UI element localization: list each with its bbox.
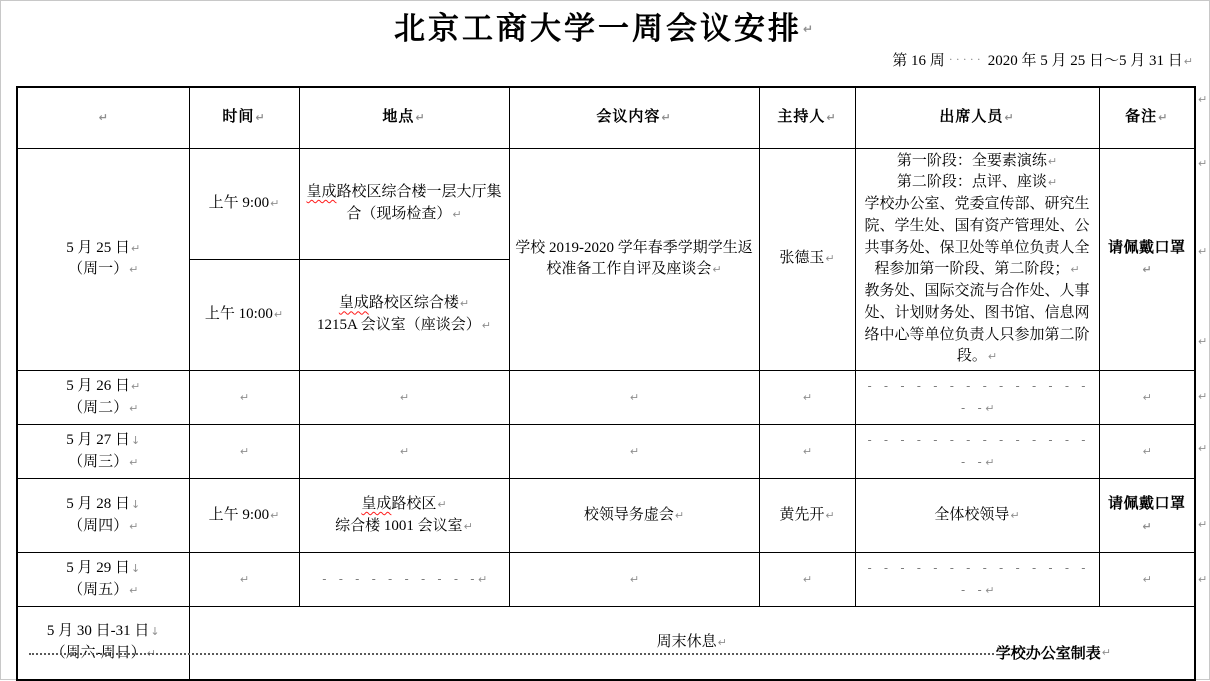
paragraph-mark-icon: ↵ xyxy=(273,308,284,322)
tuesday-weekday: （周二） xyxy=(68,399,129,416)
wednesday-host-cell xyxy=(759,425,855,479)
paragraph-mark-icon: ↵ xyxy=(1198,157,1208,170)
wednesday-attendees-cell xyxy=(855,425,1099,479)
friday-host-cell xyxy=(759,553,855,607)
thursday-weekday: （周四） xyxy=(68,517,129,534)
monday-session2-location-line1: 路校区综合楼 xyxy=(368,295,459,312)
paragraph-mark-icon: ↵ xyxy=(629,444,640,458)
paragraph-mark-icon: ↵ xyxy=(415,110,426,124)
paragraph-mark-icon: ↵ xyxy=(270,197,280,211)
wednesday-remark-cell xyxy=(1099,425,1195,479)
placeholder-dashes: - - - - - - - - - - - - - - - - xyxy=(865,560,1089,597)
placeholder-dashes: - - - - - - - - - - - - - - - - xyxy=(865,432,1089,469)
document-footer xyxy=(29,642,1111,663)
paragraph-mark-icon: ↵ xyxy=(1198,390,1208,403)
monday-session1-location: 路校区综合楼一层大厅集合（现场检查） xyxy=(336,184,502,222)
friday-remark-cell xyxy=(1099,553,1195,607)
paragraph-mark-icon: ↵ xyxy=(826,110,837,124)
paragraph-mark-icon: ↵ xyxy=(1198,573,1208,586)
thursday-host: 黄先开 xyxy=(779,506,825,523)
paragraph-mark-icon: ↵ xyxy=(1142,390,1152,404)
table-row-wednesday xyxy=(17,425,1195,479)
paragraph-mark-icon: ↵ xyxy=(629,572,640,586)
paragraph-mark-icon: ↵ xyxy=(674,508,685,522)
thursday-location-line2: 综合楼 1001 会议室 xyxy=(335,517,463,534)
paragraph-mark-icon: ↵ xyxy=(437,497,447,511)
monday-session1-time-cell xyxy=(189,148,299,260)
tuesday-remark-cell xyxy=(1099,371,1195,425)
paragraph-mark-icon: ↵ xyxy=(452,207,462,221)
monday-date: 5 月 25 日 xyxy=(66,239,131,256)
monday-host-cell xyxy=(759,148,855,371)
paragraph-mark-icon: ↵ xyxy=(98,110,109,124)
header-time-label: 时间 xyxy=(222,108,255,125)
paragraph-mark-icon: ↵ xyxy=(1198,335,1208,348)
line-break-mark-icon: ↓ xyxy=(131,433,141,447)
paragraph-mark-icon: ↵ xyxy=(1198,518,1208,531)
wednesday-weekday: （周三） xyxy=(68,453,129,470)
paragraph-mark-icon: ↵ xyxy=(131,241,141,255)
header-location-cell xyxy=(299,87,509,148)
attendees-line: 教务处、国际交流与合作处、人事处、计划财务处、图书馆、信息网络中心等单位负责人只参加第二阶段。 xyxy=(864,283,1090,365)
table-row-monday-session1 xyxy=(17,148,1195,260)
paragraph-mark-icon: ↵ xyxy=(239,390,250,404)
tuesday-attendees-cell xyxy=(855,371,1099,425)
paragraph-mark-icon: ↵ xyxy=(1158,110,1169,124)
dotted-leader-line xyxy=(29,653,994,655)
paragraph-mark-icon: ↵ xyxy=(129,519,139,533)
thursday-time-cell xyxy=(189,479,299,553)
paragraph-mark-icon: ↵ xyxy=(478,572,488,586)
paragraph-mark-icon: ↵ xyxy=(1142,519,1153,533)
monday-session2-time-cell xyxy=(189,260,299,371)
monday-session2-time: 上午 10:00 xyxy=(204,306,273,323)
paragraph-mark-icon: ↵ xyxy=(129,401,139,415)
attendees-line: 第二阶段：点评、座谈 xyxy=(896,174,1047,191)
friday-location-cell xyxy=(299,553,509,607)
monday-content-cell xyxy=(509,148,759,371)
wednesday-time-cell xyxy=(189,425,299,479)
thursday-time: 上午 9:00 xyxy=(208,506,270,523)
paragraph-mark-icon: ↵ xyxy=(239,444,250,458)
paragraph-mark-icon: ↵ xyxy=(463,519,473,533)
line-break-mark-icon: ↓ xyxy=(131,497,141,511)
friday-date: 5 月 29 日 xyxy=(66,559,131,576)
tuesday-location-cell xyxy=(299,371,509,425)
monday-date-cell xyxy=(17,148,189,371)
line-break-mark-icon: ↓ xyxy=(150,625,160,638)
thursday-content: 校领导务虚会 xyxy=(583,506,674,523)
dot-leader: ····· xyxy=(948,52,984,66)
thursday-remark: 请佩戴口罩 xyxy=(1107,495,1186,512)
spellcheck-underline: 皇成 xyxy=(361,495,392,512)
paragraph-mark-icon: ↵ xyxy=(1047,154,1058,168)
header-content-label: 会议内容 xyxy=(596,108,661,125)
thursday-remark-cell xyxy=(1099,479,1195,553)
paragraph-mark-icon: ↵ xyxy=(399,390,410,404)
monday-remark: 请佩戴口罩 xyxy=(1107,239,1186,256)
week-number: 第 16 周 xyxy=(892,53,945,69)
spellcheck-underline: 皇成 xyxy=(338,295,369,312)
thursday-date: 5 月 28 日 xyxy=(66,495,131,512)
paragraph-mark-icon: ↵ xyxy=(459,297,470,311)
paragraph-mark-icon: ↵ xyxy=(802,444,813,458)
tuesday-time-cell xyxy=(189,371,299,425)
paragraph-mark-icon: ↵ xyxy=(985,455,995,469)
monday-attendees-cell xyxy=(855,148,1099,371)
spellcheck-underline: 皇成 xyxy=(306,184,337,201)
paragraph-mark-icon: ↵ xyxy=(399,444,410,458)
table-row-friday xyxy=(17,553,1195,607)
paragraph-mark-icon: ↵ xyxy=(985,401,995,415)
friday-content-cell xyxy=(509,553,759,607)
paragraph-mark-icon: ↵ xyxy=(1010,508,1020,522)
paragraph-mark-icon: ↵ xyxy=(129,263,139,277)
paragraph-mark-icon: ↵ xyxy=(802,22,817,36)
paragraph-mark-icon: ↵ xyxy=(802,572,813,586)
monday-session1-time: 上午 9:00 xyxy=(208,195,270,212)
paragraph-mark-icon: ↵ xyxy=(129,583,139,597)
paragraph-mark-icon: ↵ xyxy=(987,350,998,364)
monday-host: 张德玉 xyxy=(779,250,825,267)
paragraph-mark-icon: ↵ xyxy=(661,110,672,124)
header-time-cell xyxy=(189,87,299,148)
weekend-weekday: （周六-周日） xyxy=(50,644,146,661)
header-date-cell xyxy=(17,87,189,148)
tuesday-host-cell xyxy=(759,371,855,425)
paragraph-mark-icon: ↵ xyxy=(239,572,250,586)
paragraph-mark-icon: ↵ xyxy=(1183,55,1193,68)
header-host-label: 主持人 xyxy=(777,108,826,125)
thursday-date-cell xyxy=(17,479,189,553)
friday-attendees-cell xyxy=(855,553,1099,607)
document-title-text: 北京工商大学一周会议安排 xyxy=(393,11,802,46)
header-host-cell xyxy=(759,87,855,148)
paragraph-mark-icon: ↵ xyxy=(1198,93,1208,106)
paragraph-mark-icon: ↵ xyxy=(270,508,280,522)
monday-content: 学校 2019-2020 学年春季学期学生返校准备工作自评及座谈会 xyxy=(515,239,753,278)
paragraph-mark-icon: ↵ xyxy=(1142,444,1152,458)
thursday-attendees-cell xyxy=(855,479,1099,553)
document-subtitle xyxy=(1,49,1193,70)
thursday-content-cell xyxy=(509,479,759,553)
placeholder-dashes: - - - - - - - - - - xyxy=(320,571,478,586)
paragraph-mark-icon: ↵ xyxy=(629,390,640,404)
tuesday-date-cell xyxy=(17,371,189,425)
header-remark-cell xyxy=(1099,87,1195,148)
thursday-location-line1: 路校区 xyxy=(391,495,437,512)
date-range: 2020 年 5 月 25 日～5 月 31 日 xyxy=(987,53,1183,69)
wednesday-date-cell xyxy=(17,425,189,479)
paragraph-mark-icon: ↵ xyxy=(146,646,156,660)
monday-remark-cell xyxy=(1099,148,1195,371)
placeholder-dashes: - - - - - - - - - - - - - - - - xyxy=(865,378,1089,415)
friday-time-cell xyxy=(189,553,299,607)
table-row-thursday xyxy=(17,479,1195,553)
paragraph-mark-icon: ↵ xyxy=(1070,263,1080,277)
line-break-mark-icon: ↓ xyxy=(131,561,141,575)
thursday-location-cell xyxy=(299,479,509,553)
header-attendees-label: 出席人员 xyxy=(939,108,1004,125)
paragraph-mark-icon: ↵ xyxy=(1101,646,1111,659)
wednesday-date: 5 月 27 日 xyxy=(66,431,131,448)
paragraph-mark-icon: ↵ xyxy=(985,583,995,597)
header-location-label: 地点 xyxy=(382,108,415,125)
monday-session1-location-cell xyxy=(299,148,509,260)
thursday-host-cell xyxy=(759,479,855,553)
table-header-row xyxy=(17,87,1195,148)
paragraph-mark-icon: ↵ xyxy=(825,252,835,266)
paragraph-mark-icon: ↵ xyxy=(129,455,139,469)
monday-session2-location-line2: 1215A 会议室（座谈会） xyxy=(317,317,481,334)
paragraph-mark-icon: ↵ xyxy=(131,379,141,393)
monday-session2-location-cell xyxy=(299,260,509,371)
paragraph-mark-icon: ↵ xyxy=(255,110,266,124)
wednesday-content-cell xyxy=(509,425,759,479)
header-content-cell xyxy=(509,87,759,148)
header-attendees-cell xyxy=(855,87,1099,148)
paragraph-mark-icon: ↵ xyxy=(802,390,813,404)
header-remark-label: 备注 xyxy=(1125,108,1158,125)
paragraph-mark-icon: ↵ xyxy=(717,635,727,649)
paragraph-mark-icon: ↵ xyxy=(1004,110,1015,124)
footer-maker-label: 学校办公室制表 xyxy=(995,646,1101,662)
paragraph-mark-icon: ↵ xyxy=(481,319,491,333)
paragraph-mark-icon: ↵ xyxy=(825,508,835,522)
paragraph-mark-icon: ↵ xyxy=(1198,442,1208,455)
thursday-attendees: 全体校领导 xyxy=(934,506,1010,523)
paragraph-mark-icon: ↵ xyxy=(712,263,722,277)
table-row-tuesday xyxy=(17,371,1195,425)
attendees-line: 第一阶段：全要素演练 xyxy=(896,152,1047,169)
paragraph-mark-icon: ↵ xyxy=(1198,245,1208,258)
paragraph-mark-icon: ↵ xyxy=(1142,572,1152,586)
meeting-schedule-table xyxy=(16,86,1196,681)
paragraph-mark-icon: ↵ xyxy=(1047,176,1058,190)
tuesday-content-cell xyxy=(509,371,759,425)
paragraph-mark-icon: ↵ xyxy=(1142,263,1153,277)
weekend-date: 5 月 30 日-31 日 xyxy=(46,623,150,639)
attendees-line: 学校办公室、党委宣传部、研究生院、学生处、国有资产管理处、公共事务处、保卫处等单位负责人全程参加第一阶段、第二阶段； xyxy=(864,196,1090,278)
wednesday-location-cell xyxy=(299,425,509,479)
monday-weekday: （周一） xyxy=(68,261,129,278)
tuesday-date: 5 月 26 日 xyxy=(66,377,131,394)
friday-weekday: （周五） xyxy=(68,581,129,598)
friday-date-cell xyxy=(17,553,189,607)
document-title xyxy=(1,3,1209,48)
weekend-content: 周末休息 xyxy=(656,633,717,650)
